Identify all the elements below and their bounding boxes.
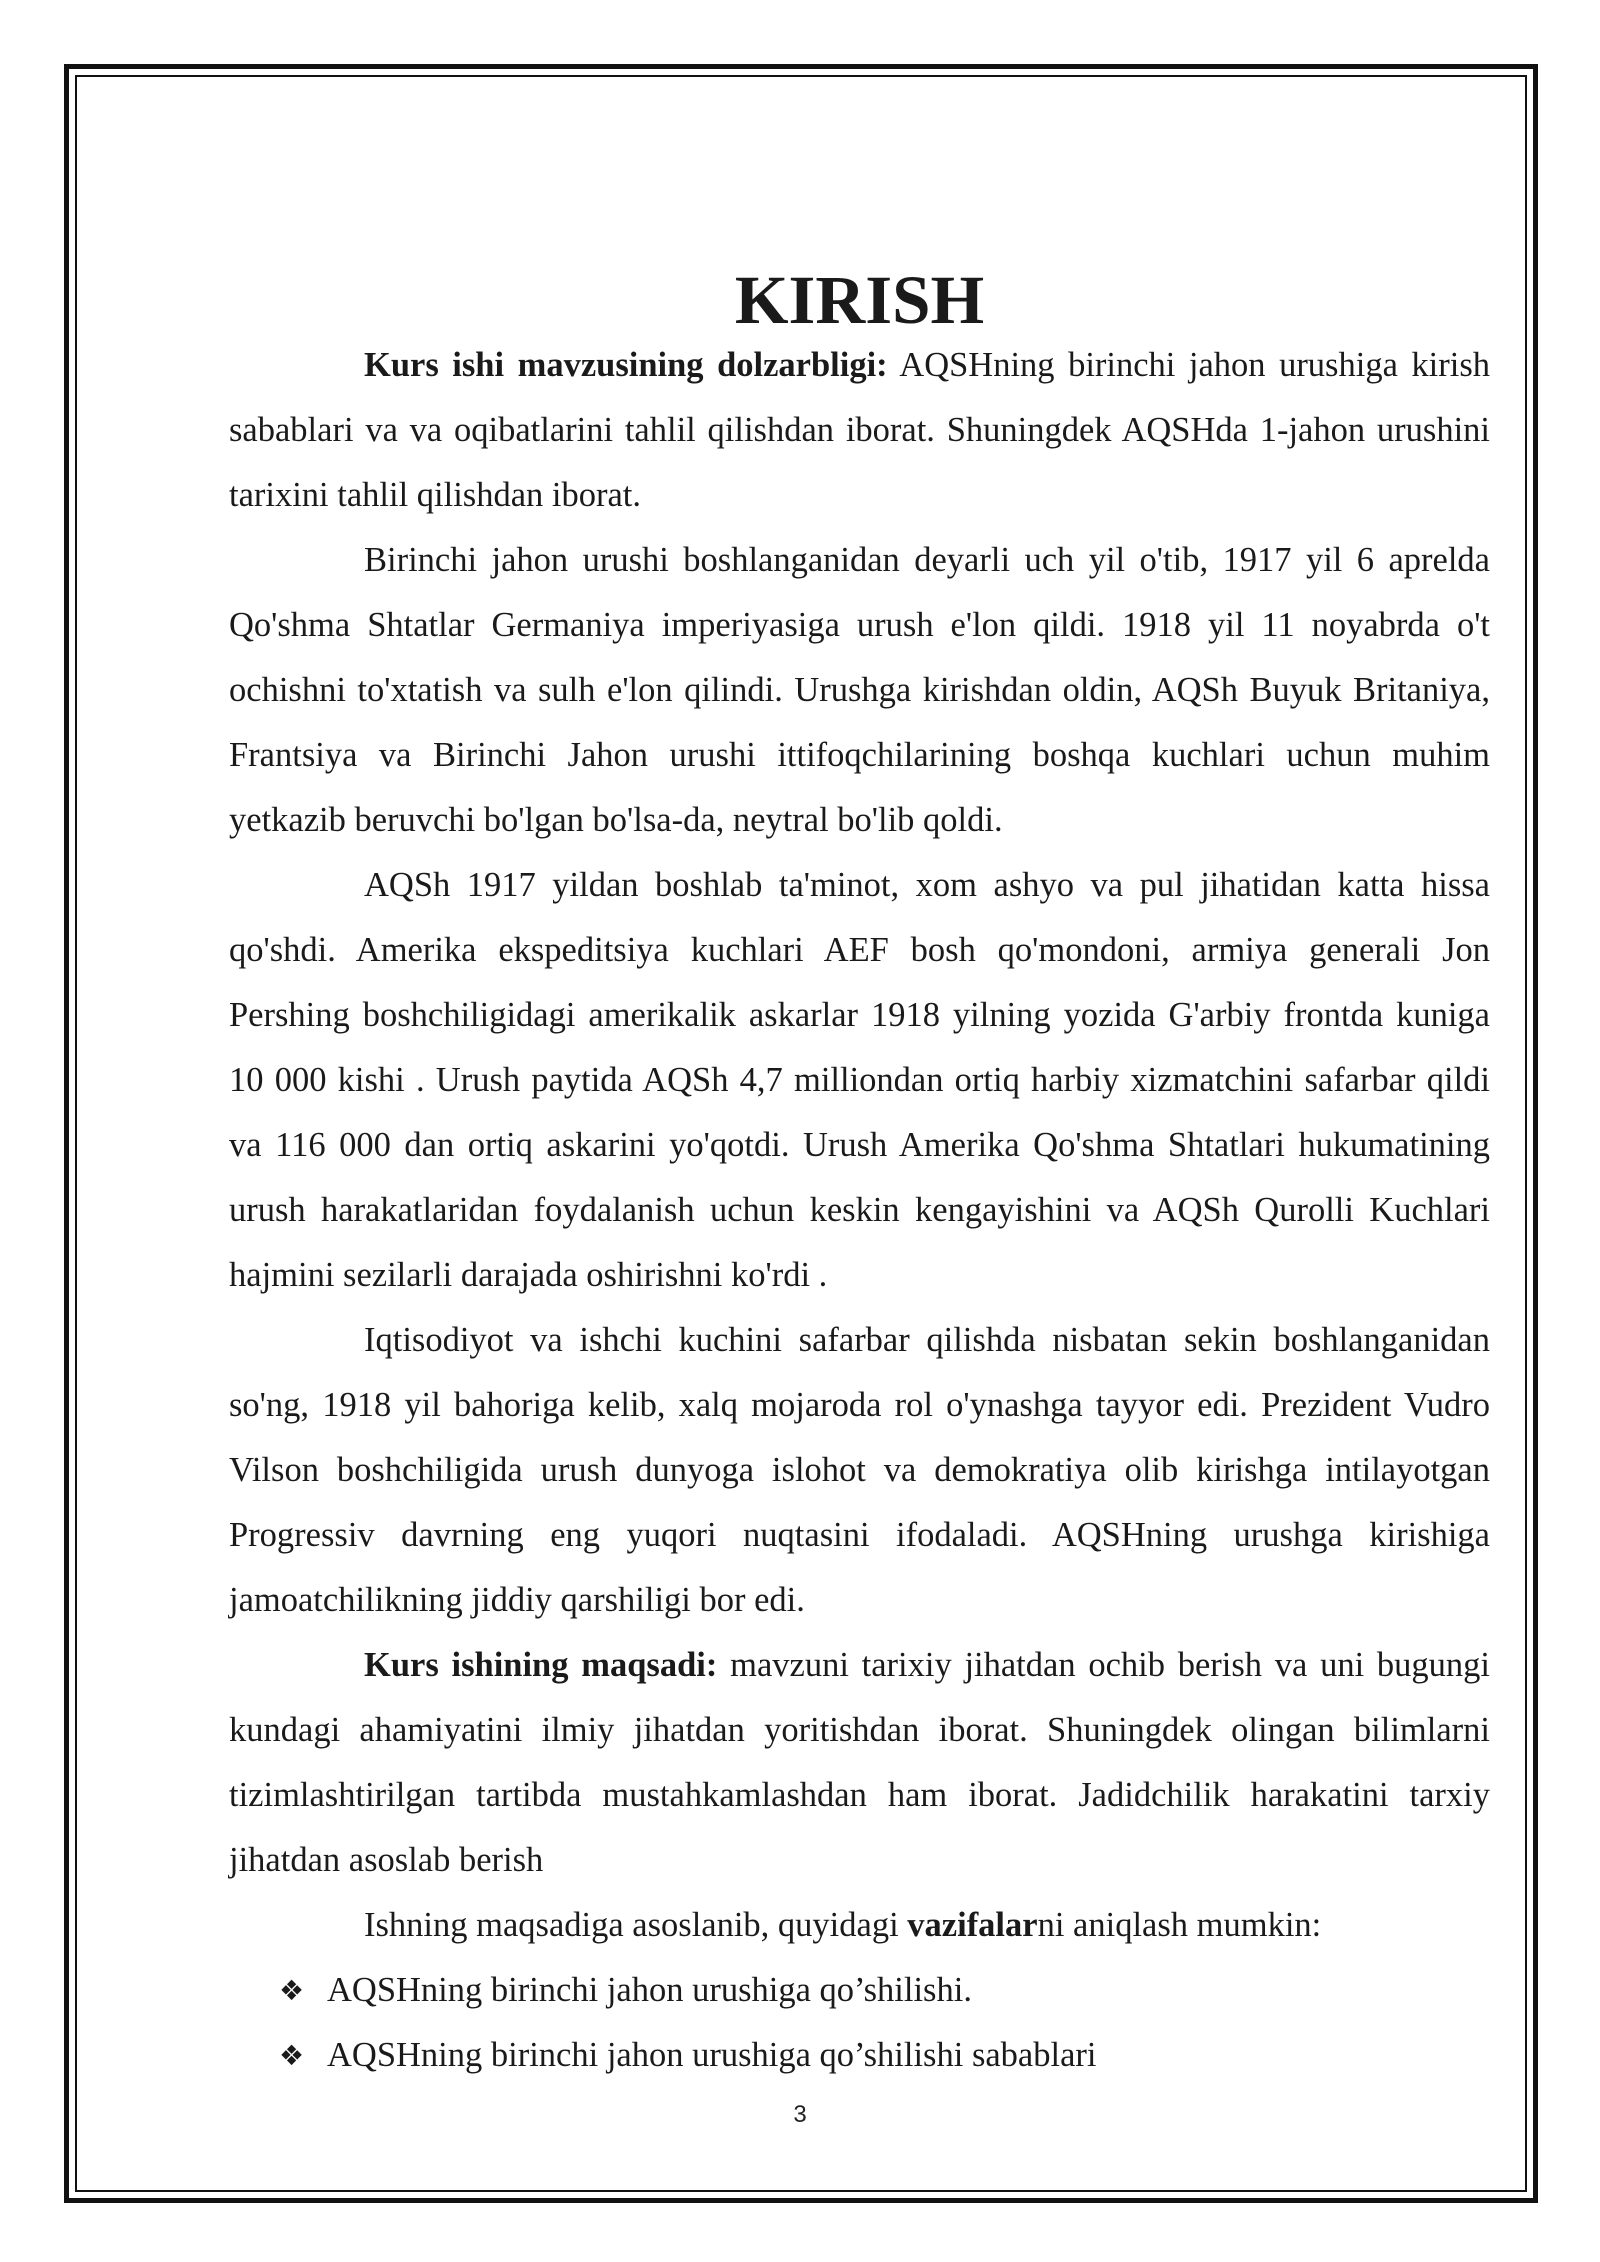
paragraph-war-declaration: Birinchi jahon urushi boshlanganidan deyarli uch yil o'tib, 1917 yil 6 aprelda Qo'shma Shtatlar Germaniya imperiyasiga urush e'lon qildi. 1918 yil 11 noyabrda o't ochishni to'xtatish va sulh e'lon qilindi. Urushga kirishdan oldin, AQSh Buyuk Britaniya, Frantsiya va Birinchi Jahon urushi ittifoqchilarining boshqa kuchlari uchun muhim yetkazib beruvchi bo'lgan bo'lsa-da, neytral bo'lib qoldi. <box>229 541 1490 839</box>
tasks-intro-keyword: vazifalar <box>907 1906 1038 1944</box>
list-item <box>229 1958 1490 2023</box>
goal-heading: Kurs ishining maqsadi: <box>364 1646 718 1684</box>
page-number: 3 <box>793 2101 807 2128</box>
tasks-intro <box>229 1893 1490 1958</box>
relevance-text: AQSHning birinchi jahon urushiga kirish sabablari va va oqibatlarini tahlil qilishdan iborat. Shuningdek AQSHda 1-jahon urushini tarixini tahlil qilishdan iborat. <box>229 346 1490 514</box>
goal-paragraph <box>229 1633 1490 1893</box>
relevance-heading: Kurs ishi mavzusining dolzarbligi: <box>364 346 888 384</box>
goal-text: mavzuni tarixiy jihatdan ochib berish va uni bugungi kundagi ahamiyatini ilmiy jihatdan yoritishdan iborat. Shuningdek olingan bilimlarni tizimlashtirilgan tartibda mustahkamlashdan ham iborat. Jadidchilik harakatini tarxiy jihatdan asoslab berish <box>229 1646 1490 1879</box>
diamond-bullet-icon: ❖ <box>279 1974 305 2007</box>
paragraph-contribution: AQSh 1917 yildan boshlab ta'minot, xom ashyo va pul jihatidan katta hissa qo'shdi. Amerika ekspeditsiya kuchlari AEF bosh qo'mondoni, armiya generali Jon Pershing boshchiligidagi amerikalik askarlar 1918 yilning yozida G'arbiy frontda kuniga 10 000 kishi . Urush paytida AQSh 4,7 milliondan ortiq harbiy xizmatchini safarbar qildi va 116 000 dan ortiq askarini yo'qotdi. Urush Amerika Qo'shma Shtatlari hukumatining urush harakatlaridan foydalanish uchun keskin kengayishini va AQSh Qurolli Kuchlari hajmini sezilarli darajada oshirishni ko'rdi . <box>229 866 1490 1294</box>
document-body <box>229 262 1490 2088</box>
tasks-list <box>229 1958 1490 2088</box>
task-text: AQSHning birinchi jahon urushiga qo’shilishi. <box>327 1971 972 2009</box>
list-item <box>229 2023 1490 2088</box>
diamond-bullet-icon: ❖ <box>279 2039 305 2072</box>
task-text: AQSHning birinchi jahon urushiga qo’shilishi sabablari <box>327 2036 1097 2074</box>
relevance-paragraph <box>229 333 1490 528</box>
tasks-intro-suffix: ni aniqlash mumkin: <box>1037 1906 1322 1944</box>
tasks-intro-text: Ishning maqsadiga asoslanib, quyidagi <box>364 1906 908 1944</box>
document-title: KIRISH <box>734 262 985 338</box>
paragraph-mobilization: Iqtisodiyot va ishchi kuchini safarbar qilishda nisbatan sekin boshlanganidan so'ng, 1918 yil bahoriga kelib, xalq mojaroda rol o'ynashga tayyor edi. Prezident Vudro Vilson boshchiligida urush dunyoga islohot va demokratiya olib kirishga intilayotgan Progressiv davrning eng yuqori nuqtasini ifodaladi. AQSHning urushga kirishiga jamoatchilikning jiddiy qarshiligi bor edi. <box>229 1321 1490 1619</box>
